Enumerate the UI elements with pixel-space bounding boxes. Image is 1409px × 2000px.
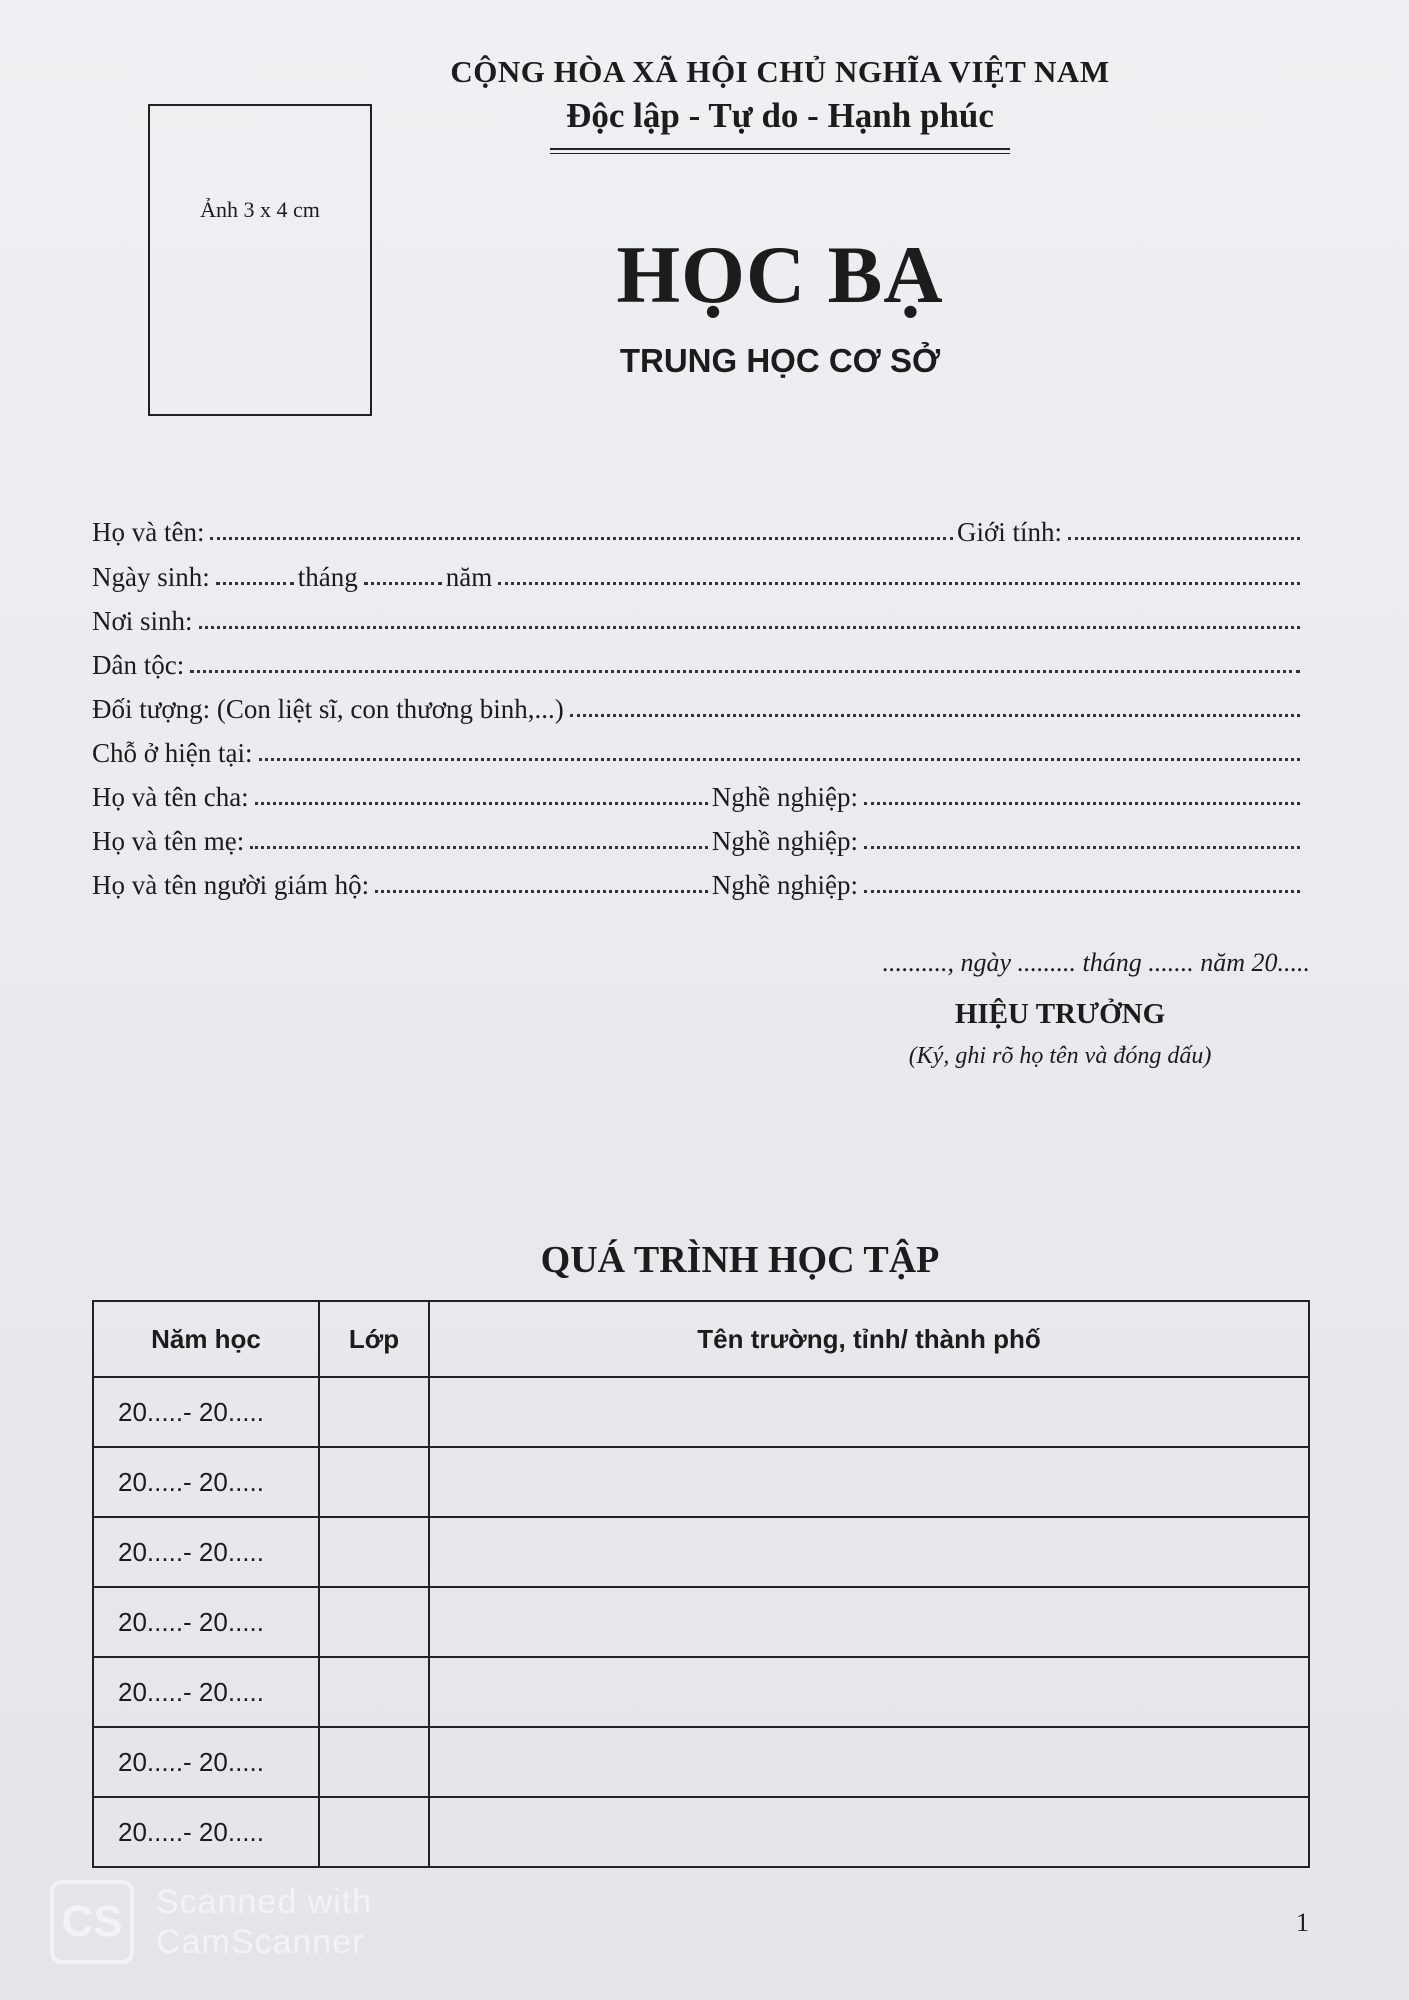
input-gender[interactable] xyxy=(1068,536,1300,540)
watermark-text xyxy=(156,1882,372,1962)
table-row xyxy=(93,1447,1309,1517)
label-father-occupation: Nghề nghiệp: xyxy=(711,782,858,812)
input-birthplace[interactable] xyxy=(199,625,1300,629)
table-row xyxy=(93,1797,1309,1867)
input-guardian[interactable] xyxy=(375,889,708,893)
page-number: 1 xyxy=(1296,1908,1309,1937)
table-row xyxy=(93,1377,1309,1447)
watermark-line1: Scanned with xyxy=(156,1883,373,1921)
label-dob-year: năm xyxy=(445,562,493,592)
header-school-year: Năm học xyxy=(93,1301,319,1377)
label-residence: Chỗ ở hiện tại: xyxy=(92,738,253,768)
cell-class[interactable] xyxy=(319,1447,429,1517)
cell-class[interactable] xyxy=(319,1657,429,1727)
national-motto: Độc lập - Tự do - Hạnh phúc xyxy=(566,96,994,135)
table-row xyxy=(93,1517,1309,1587)
cell-school-year: 20.....- 20..... xyxy=(93,1797,319,1867)
input-dob-month[interactable] xyxy=(364,581,442,585)
cell-class[interactable] xyxy=(319,1727,429,1797)
input-category[interactable] xyxy=(570,713,1300,717)
cell-school-name[interactable] xyxy=(429,1517,1309,1587)
history-title: QUÁ TRÌNH HỌC TẬP xyxy=(540,1239,940,1281)
header-class: Lớp xyxy=(319,1301,429,1377)
table-row xyxy=(93,1587,1309,1657)
label-gender: Giới tính: xyxy=(956,517,1062,547)
study-history-table xyxy=(92,1300,1310,1868)
field-row-mother xyxy=(92,817,1304,857)
field-row-father xyxy=(92,773,1304,813)
field-row-ethnicity xyxy=(92,641,1304,681)
cell-class[interactable] xyxy=(319,1377,429,1447)
input-ethnicity[interactable] xyxy=(190,669,1300,673)
cell-class[interactable] xyxy=(319,1517,429,1587)
field-row-name xyxy=(92,508,1304,548)
watermark-line2: CamScanner xyxy=(156,1923,365,1961)
national-header xyxy=(380,54,1180,154)
header-school-name: Tên trường, tỉnh/ thành phố xyxy=(429,1301,1309,1377)
label-dob-month: tháng xyxy=(297,562,358,592)
motto-underline xyxy=(550,148,1010,150)
label-ethnicity: Dân tộc: xyxy=(92,650,185,680)
cell-school-name[interactable] xyxy=(429,1447,1309,1517)
cell-school-year: 20.....- 20..... xyxy=(93,1377,319,1447)
table-row xyxy=(93,1657,1309,1727)
photo-label: Ảnh 3 x 4 cm xyxy=(200,197,320,222)
cell-school-year: 20.....- 20..... xyxy=(93,1727,319,1797)
field-row-guardian xyxy=(92,861,1304,901)
label-category: Đối tượng: (Con liệt sĩ, con thương binh,...) xyxy=(92,694,564,724)
cell-school-name[interactable] xyxy=(429,1797,1309,1867)
document-title: HỌC BẠ xyxy=(616,229,944,320)
field-row-category xyxy=(92,685,1304,725)
signature-date-line: .........., ngày ......... tháng ....... năm 20..... xyxy=(882,948,1310,977)
camscanner-logo-icon: CS xyxy=(50,1880,134,1964)
table-header-row xyxy=(93,1301,1309,1377)
camscanner-watermark xyxy=(50,1880,372,1964)
input-full-name[interactable] xyxy=(210,536,952,540)
cell-school-name[interactable] xyxy=(429,1587,1309,1657)
signature-note: (Ký, ghi rõ họ tên và đóng dấu) xyxy=(908,1043,1212,1069)
label-mother: Họ và tên mẹ: xyxy=(92,826,245,856)
input-dob-day[interactable] xyxy=(216,581,294,585)
cell-school-year: 20.....- 20..... xyxy=(93,1587,319,1657)
input-mother-occupation[interactable] xyxy=(864,845,1300,849)
label-birthplace: Nơi sinh: xyxy=(92,606,193,636)
table-row xyxy=(93,1727,1309,1797)
input-dob-year[interactable] xyxy=(498,581,1300,585)
cell-class[interactable] xyxy=(319,1587,429,1657)
input-father-occupation[interactable] xyxy=(864,801,1300,805)
cell-school-year: 20.....- 20..... xyxy=(93,1447,319,1517)
field-row-birthplace xyxy=(92,597,1304,637)
cell-school-year: 20.....- 20..... xyxy=(93,1657,319,1727)
field-row-residence xyxy=(92,729,1304,769)
document-subtitle: TRUNG HỌC CƠ SỞ xyxy=(619,342,941,379)
label-guardian-occupation: Nghề nghiệp: xyxy=(711,870,858,900)
label-dob: Ngày sinh: xyxy=(92,562,210,592)
label-mother-occupation: Nghề nghiệp: xyxy=(711,826,858,856)
cell-school-name[interactable] xyxy=(429,1657,1309,1727)
label-full-name: Họ và tên: xyxy=(92,517,205,547)
cell-class[interactable] xyxy=(319,1797,429,1867)
field-row-dob xyxy=(92,553,1304,593)
country-name: CỘNG HÒA XÃ HỘI CHỦ NGHĨA VIỆT NAM xyxy=(450,54,1110,89)
label-father: Họ và tên cha: xyxy=(92,782,249,812)
cell-school-name[interactable] xyxy=(429,1377,1309,1447)
input-residence[interactable] xyxy=(259,757,1300,761)
input-mother[interactable] xyxy=(250,845,708,849)
motto-underline-thin xyxy=(550,153,1010,154)
cell-school-year: 20.....- 20..... xyxy=(93,1517,319,1587)
principal-title: HIỆU TRƯỞNG xyxy=(954,998,1166,1030)
photo-placeholder xyxy=(148,104,372,416)
label-guardian: Họ và tên người giám hộ: xyxy=(92,870,370,900)
input-guardian-occupation[interactable] xyxy=(864,889,1300,893)
input-father[interactable] xyxy=(255,801,708,805)
cell-school-name[interactable] xyxy=(429,1727,1309,1797)
